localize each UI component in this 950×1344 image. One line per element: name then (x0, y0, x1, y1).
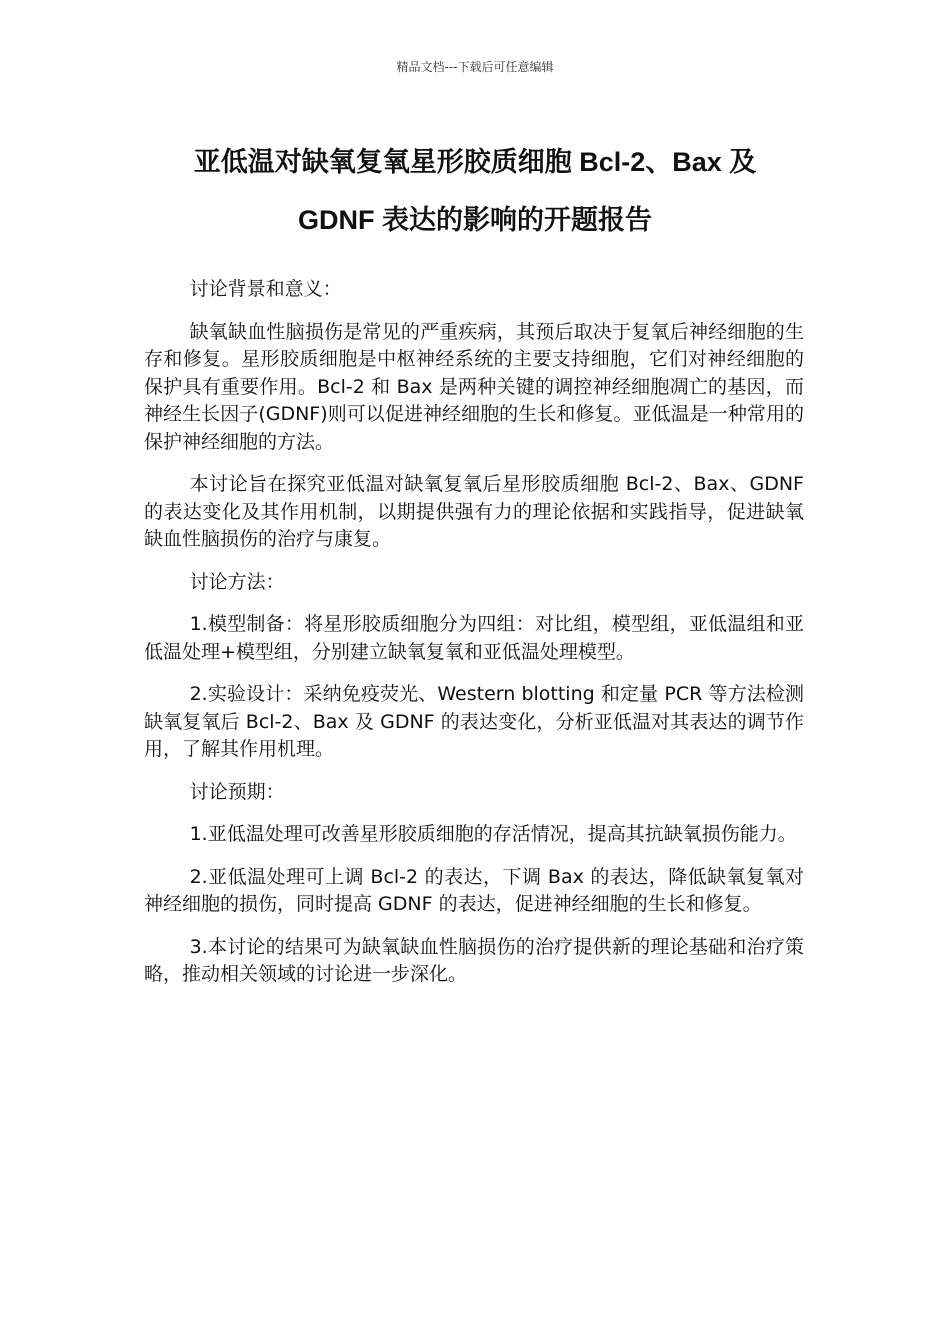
document-title (100, 133, 850, 249)
title-line-1: 亚低温对缺氧复氧星形胶质细胞 Bcl-2、Bax 及 (193, 147, 757, 177)
page-header-watermark: 精品文档---下载后可任意编辑 (396, 60, 554, 74)
methods-heading: 讨论方法： (189, 570, 285, 593)
title-line-2: GDNF 表达的影响的开题报告 (298, 205, 652, 235)
methods-item-1: 1.模型制备：将星形胶质细胞分为四组：对比组，模型组，亚低温组和亚低温处理+模型组，分别建立缺氧复氧和亚低温处理模型。 (144, 613, 804, 663)
background-heading: 讨论背景和意义： (189, 278, 342, 300)
expectations-item-1: 1.亚低温处理可改善星形胶质细胞的存活情况，提高其抗缺氧损伤能力。 (189, 823, 797, 845)
background-paragraph-2: 本讨论旨在探究亚低温对缺氧复氧后星形胶质细胞 Bcl-2、Bax、GDNF 的表达变化及其作用机制，以期提供强有力的理论依据和实践指导，促进缺氧缺血性脑损伤的治疗与康复。 (144, 473, 804, 550)
expectations-heading: 讨论预期： (189, 780, 285, 803)
document-body (144, 276, 804, 1004)
background-paragraph-1: 缺氧缺血性脑损伤是常见的严重疾病，其预后取决于复氧后神经细胞的生存和修复。星形胶质细胞是中枢神经系统的主要支持细胞，它们对神经细胞的保护具有重要作用。Bcl-2 和 Bax 是两种关键的调控神经细胞凋亡的基因，而神经生长因子(GDNF)则可以促进神经细胞的生长和修复。亚低温是一种常用的保护神经细胞的方法。 (144, 320, 804, 453)
expectations-item-3: 3.本讨论的结果可为缺氧缺血性脑损伤的治疗提供新的理论基础和治疗策略，推动相关领域的讨论进一步深化。 (144, 935, 804, 985)
methods-item-2: 2.实验设计：采纳免疫荧光、Western blotting 和定量 PCR 等方法检测缺氧复氧后 Bcl-2、Bax 及 GDNF 的表达变化，分析亚低温对其表达的调节作用，了解其作用机理。 (144, 683, 804, 760)
expectations-item-2: 2.亚低温处理可上调 Bcl-2 的表达，下调 Bax 的表达，降低缺氧复氧对神经细胞的损伤，同时提高 GDNF 的表达，促进神经细胞的生长和修复。 (144, 865, 804, 915)
